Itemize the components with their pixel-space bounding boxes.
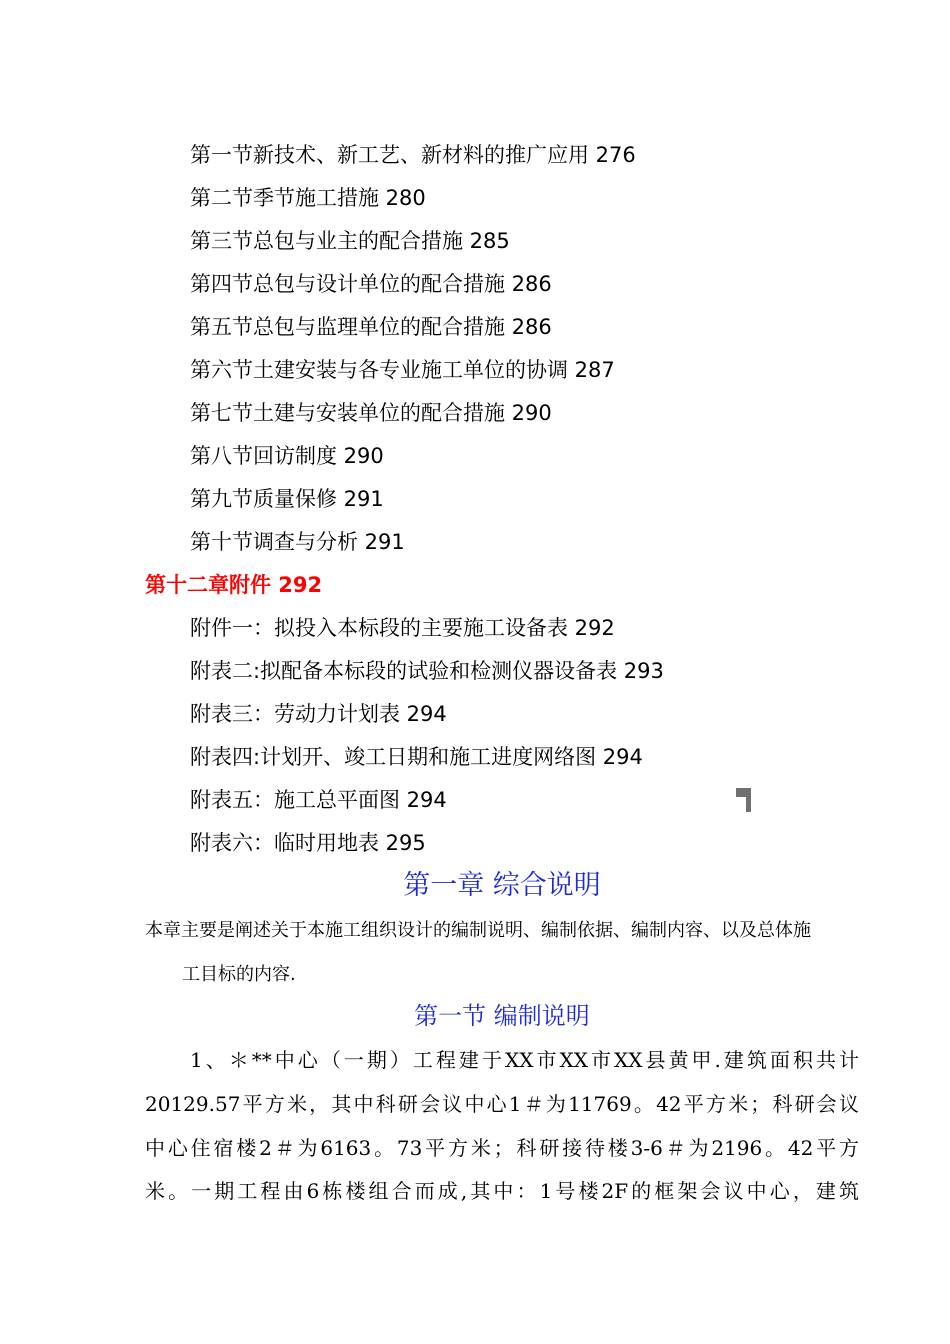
toc-item[interactable]: 第十节调查与分析 291 bbox=[190, 530, 405, 554]
toc-item[interactable]: 第八节回访制度 290 bbox=[190, 444, 384, 468]
toc-item[interactable]: 附表六：临时用地表 295 bbox=[190, 831, 426, 855]
toc-item[interactable]: 附件一：拟投入本标段的主要施工设备表 292 bbox=[190, 616, 615, 640]
body-text-line: 20129.57平方米，其中科研会议中心1＃为11769。42平方米；科研会议 bbox=[145, 1092, 859, 1116]
toc-item[interactable]: 第五节总包与监理单位的配合措施 286 bbox=[190, 315, 552, 339]
body-text-line: 米。一期工程由6栋楼组合而成,其中：1号楼2F的框架会议中心，建筑 bbox=[145, 1179, 859, 1203]
toc-item[interactable]: 第二节季节施工措施 280 bbox=[190, 186, 426, 210]
toc-item[interactable]: 附表二:拟配备本标段的试验和检测仪器设备表 293 bbox=[190, 659, 664, 683]
section-title: 第一节 编制说明 bbox=[414, 1002, 590, 1030]
toc-item[interactable]: 附表四:计划开、竣工日期和施工进度网络图 294 bbox=[190, 745, 643, 769]
body-text-line: 1、＊**中心（一期）工程建于XX市XX市XX县黄甲.建筑面积共计 bbox=[190, 1048, 859, 1072]
toc-item[interactable]: 第四节总包与设计单位的配合措施 286 bbox=[190, 272, 552, 296]
toc-item[interactable]: 第九节质量保修 291 bbox=[190, 487, 384, 511]
intro-line: 本章主要是阐述关于本施工组织设计的编制说明、编制依据、编制内容、以及总体施 bbox=[145, 920, 811, 941]
flag-icon bbox=[736, 788, 751, 812]
toc-item[interactable]: 第三节总包与业主的配合措施 285 bbox=[190, 229, 510, 253]
toc-item[interactable]: 附表三：劳动力计划表 294 bbox=[190, 702, 447, 726]
toc-item[interactable]: 第七节土建与安装单位的配合措施 290 bbox=[190, 401, 552, 425]
chapter-title: 第一章 综合说明 bbox=[403, 870, 601, 901]
toc-item[interactable]: 第一节新技术、新工艺、新材料的推广应用 276 bbox=[190, 143, 636, 167]
body-text-line: 中心住宿楼2＃为6163。73平方米；科研接待楼3-6＃为2196。42平方 bbox=[145, 1136, 859, 1160]
toc-item[interactable]: 第六节土建安装与各专业施工单位的协调 287 bbox=[190, 358, 615, 382]
toc-item[interactable]: 附表五：施工总平面图 294 bbox=[190, 788, 447, 812]
intro-line: 工目标的内容. bbox=[182, 964, 296, 985]
toc-chapter-heading[interactable]: 第十二章附件 292 bbox=[145, 573, 323, 597]
